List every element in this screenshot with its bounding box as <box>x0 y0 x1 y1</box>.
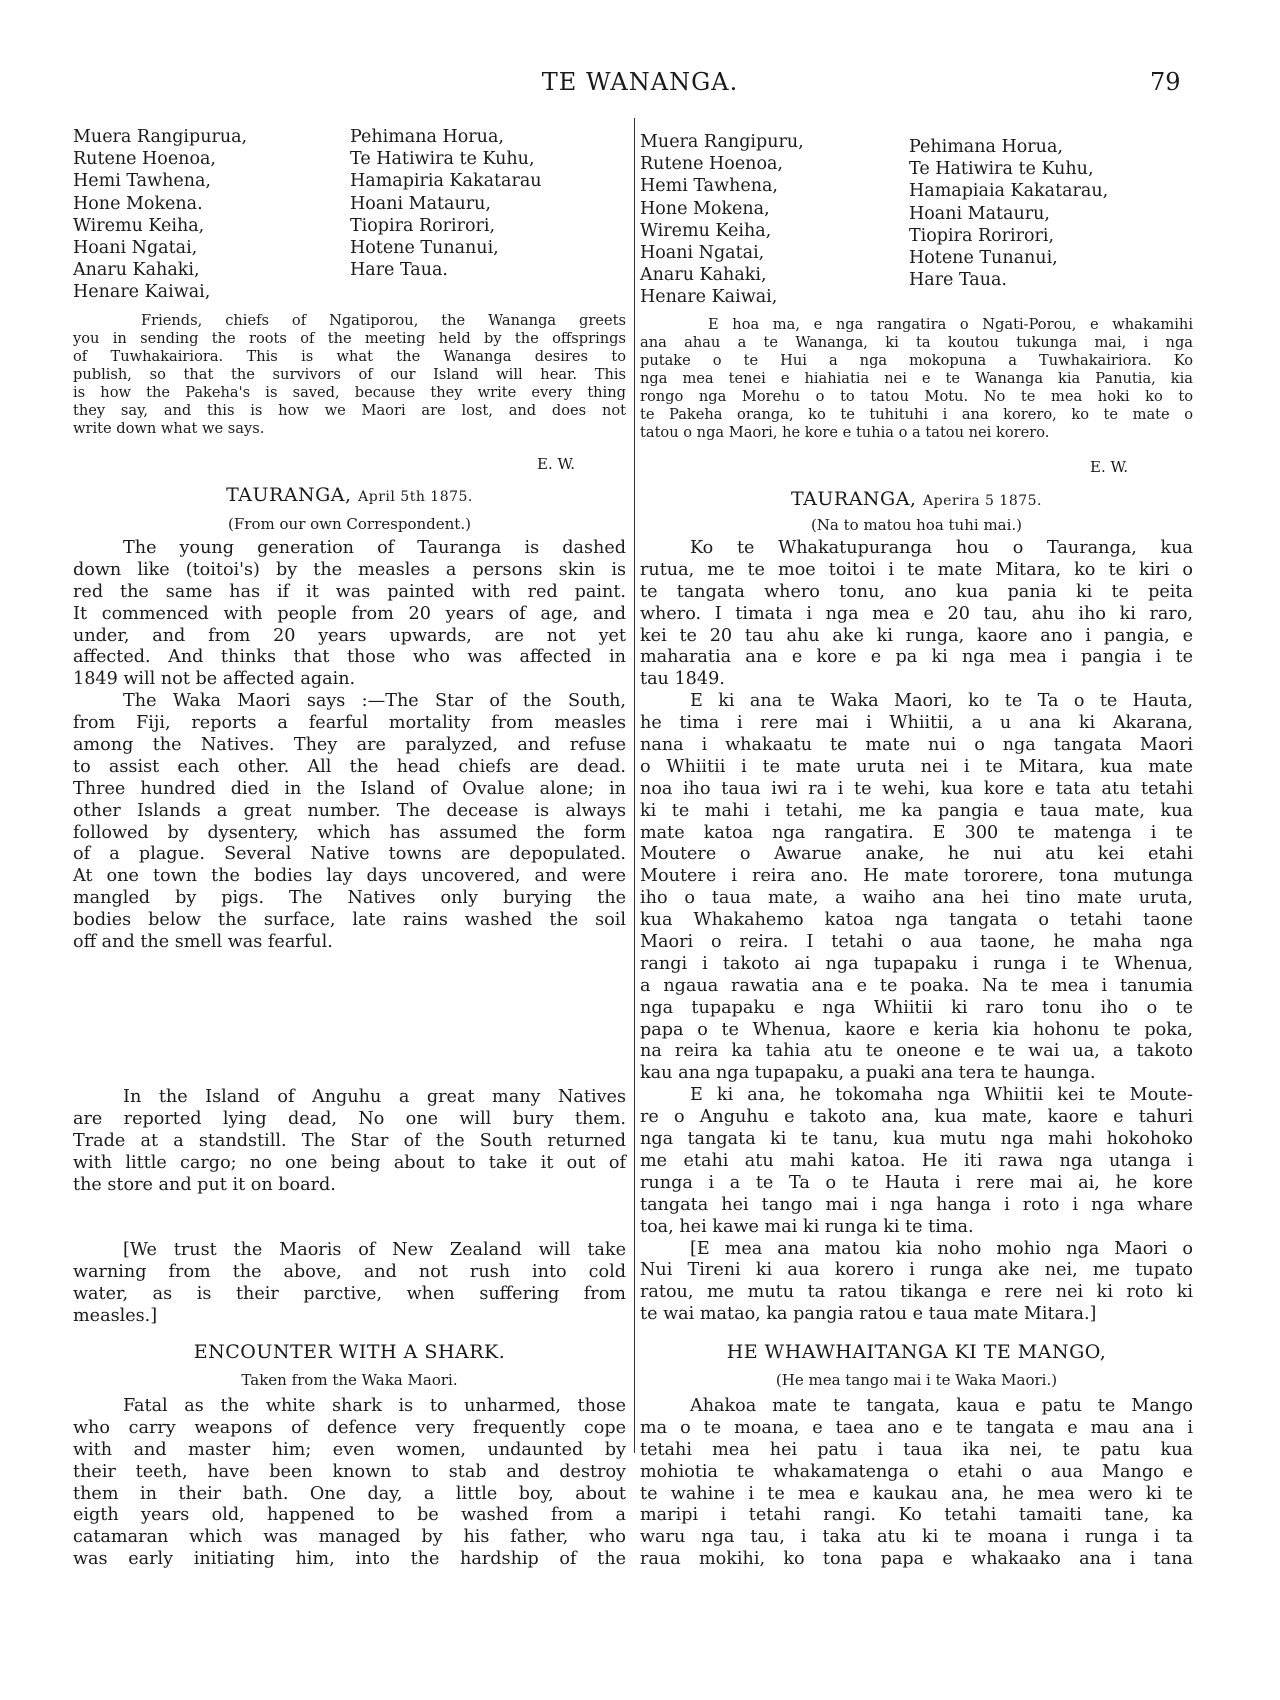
maori-shark-body <box>640 1396 1193 1571</box>
english-anguhu <box>73 1087 626 1196</box>
text-line: na reira ka tahia atu te oneone e te wai ua, a takoto <box>640 1041 1193 1062</box>
text-line: iho o taua mate, a waiho ana hei tino mate uruta, <box>640 888 1193 909</box>
paragraph <box>640 316 1193 442</box>
text-line: te wai matao, ka pangia ratou e taua mate Mitara.] <box>640 1304 1097 1325</box>
name-entry: Hotene Tunanui, <box>909 248 1058 269</box>
text-line: noa iho taua iwi ra i te wehi, kua kore e tata atu tetahi <box>640 778 1193 799</box>
paragraph <box>73 1240 626 1328</box>
text-line: kua Whakahemo katoa nga tangata o tetahi taone <box>640 910 1193 931</box>
text-line: te Pakeha oranga, ko te tuhituhi i ana korero, ko te mate o <box>640 406 1193 423</box>
name-entry: Hotene Tunanui, <box>350 238 499 259</box>
text-line: Ahakoa mate te tangata, kaua e patu te Mango <box>690 1396 1193 1416</box>
heading-place: TAURANGA, <box>791 488 917 510</box>
text-line: their teeth, have been known to stab and destroy <box>73 1461 626 1482</box>
text-line: mangled by pigs. The Natives only burying the <box>73 888 626 909</box>
text-line: tatou o nga Maori, he kore e tuhia o a tatou nei korero. <box>640 424 1050 441</box>
text-line: of a plague. Several Native towns are depopulated. <box>73 844 626 865</box>
maori-tauranga-heading <box>640 488 1193 510</box>
text-line: Nui Tireni ki aua korero i runga ake nei, me tupato <box>640 1260 1193 1281</box>
name-entry: Anaru Kahaki, <box>640 265 767 286</box>
text-line: E ki ana te Waka Maori, ko te Ta o te Hauta, <box>690 691 1193 712</box>
text-line: a ngaua rawatia ana e te poaka. Na te mea i tanumia <box>640 975 1193 996</box>
paragraph <box>73 312 626 438</box>
text-line: rangi i takoto ai nga tupapaku i runga i te Whenua, <box>640 953 1193 974</box>
text-line: tangata hei tango mai i nga hanga i roto i nga whare <box>640 1194 1193 1215</box>
text-line: other Islands a great number. The decease is always <box>73 800 626 821</box>
text-line: 1849 will not be affected again. <box>73 669 356 690</box>
name-entry: Pehimana Horua, <box>909 137 1063 157</box>
text-line: followed by dysentery, which has assumed the form <box>73 822 626 843</box>
text-line: runga i a te Ta o te Hauta i rere mai ai, he kore <box>640 1172 1193 1193</box>
text-line: te wahine i te mea e kaukau ana, he mea wero ki te <box>640 1483 1193 1504</box>
text-line: ma o te moana, e taea ano e te tangata e mau ana i <box>640 1417 1193 1438</box>
text-line: rongo nga Morehu o to tatou Motu. No te mea hoki ko to <box>640 388 1193 405</box>
text-line: waru nga tau, i taka atu ki te moana i runga i ta <box>640 1527 1193 1548</box>
english-intro <box>73 312 626 438</box>
text-line: of Tuwhakairiora. This is what the Wananga desires to <box>73 348 626 365</box>
text-line: is how the Pakeha's is saved, because they write every thing <box>73 384 626 401</box>
heading-date: Aperira 5 1875. <box>923 493 1042 509</box>
text-line: measles.] <box>73 1305 158 1326</box>
paragraph <box>640 538 1193 691</box>
maori-names-col2 <box>909 136 1108 291</box>
text-line: maharatia ana e kore e pa ki nga mea i pangia i te <box>640 647 1193 668</box>
text-line: In the Island of Anguhu a great many Natives <box>123 1087 626 1107</box>
paragraph <box>640 1396 1193 1571</box>
name-entry: Anaru Kahaki, <box>73 260 200 281</box>
paragraph <box>640 1085 1193 1238</box>
name-entry: Hemi Tawhena, <box>640 176 778 197</box>
text-line: The Waka Maori says :—The Star of the South, <box>123 691 626 712</box>
text-line: from Fiji, reports a fearful mortality from measles <box>73 713 626 734</box>
text-line: Friends, chiefs of Ngatiporou, the Wananga greets <box>141 312 626 329</box>
english-tauranga-sub: (From our own Correspondent.) <box>228 515 471 533</box>
name-entry: Henare Kaiwai, <box>640 287 778 308</box>
text-line: who carry weapons of defence very frequently cope <box>73 1417 626 1438</box>
text-line: was early initiating him, into the hardship of the <box>73 1549 626 1570</box>
english-shark-sub: Taken from the Waka Maori. <box>241 1371 458 1389</box>
text-line: toa, hei kawe mai ki runga ki te tima. <box>640 1216 974 1237</box>
text-line: tau 1849. <box>640 669 725 690</box>
english-tauranga-heading <box>73 484 626 506</box>
text-line: [E mea ana matou kia noho mohio nga Maori o <box>690 1238 1193 1259</box>
name-entry: Muera Rangipuru, <box>640 132 804 152</box>
text-line: E ki ana, he tokomaha nga Whiitii kei te Moute- <box>690 1085 1193 1106</box>
text-line: Fatal as the white shark is to unharmed, those <box>123 1396 626 1416</box>
text-line: kau ana nga tupapaku, a puaki ana tera te haunga. <box>640 1063 1096 1084</box>
text-line: Moutere o Awarue anake, he nui atu kei etahi <box>640 844 1193 865</box>
text-line: write down what we says. <box>73 420 265 437</box>
text-line: publish, so that the survivors of our Island will hear. This <box>73 366 626 383</box>
english-shark-body <box>73 1396 626 1571</box>
paragraph <box>640 691 1193 1085</box>
name-entry: Rutene Hoenoa, <box>73 149 216 170</box>
name-entry: Te Hatiwira te Kuhu, <box>350 149 535 170</box>
text-line: tetahi mea hei patu i taua ika nei, te patu kua <box>640 1439 1193 1460</box>
text-line: whero. I timata i nga mea e 20 tau, ahu iho ki raro, <box>640 603 1193 624</box>
text-line: are reported lying dead, No one will bury them. <box>73 1108 626 1129</box>
text-line: ratou, me mutu ta ratou tikanga e rere nei ki roto ki <box>640 1282 1193 1303</box>
text-line: them in their bath. One day, a little boy, about <box>73 1483 626 1504</box>
name-entry: Te Hatiwira te Kuhu, <box>909 159 1094 180</box>
text-line: o Whiitii i te mate uruta nei i te Mitara, kua mate <box>640 756 1193 777</box>
name-entry: Hoani Matauru, <box>909 203 1050 224</box>
text-line: At one town the bodies lay days uncovered, and were <box>73 866 626 887</box>
text-line: ana ahau a te Wananga, ki ta koutou tukunga mai, i nga <box>640 334 1193 351</box>
name-entry: Hone Mokena. <box>73 193 203 214</box>
text-line: Ko te Whakatupuranga hou o Tauranga, kua <box>690 538 1193 558</box>
text-line: The young generation of Tauranga is dashed <box>123 538 626 558</box>
name-entry: Wiremu Keiha, <box>640 220 772 241</box>
text-line: raua mokihi, ko tona papa e whakaako ana i tana <box>640 1549 1193 1570</box>
text-line: eigth years old, happened to be washed from a <box>73 1505 626 1526</box>
text-line: with little cargo; no one being about to take it out of <box>73 1152 626 1173</box>
page-title: TE WANANGA. <box>541 68 739 96</box>
name-entry: Hone Mokena, <box>640 198 770 219</box>
name-entry: Tiopira Rorirori, <box>350 215 496 236</box>
text-line: It commenced with people from 20 years of age, and <box>73 603 626 624</box>
text-line: putake o te Hui a nga mokopuna a Tuwhakairiora. Ko <box>640 352 1193 369</box>
text-line: under, and from 20 years upwards, are not yet <box>73 625 626 646</box>
text-line: papa o te Whenua, kaore e keria kia hohonu te poka, <box>640 1019 1193 1040</box>
text-line: nana i whakaatu te mate nui o nga tangata Maori <box>640 735 1193 756</box>
maori-shark-sub: (He mea tango mai i te Waka Maori.) <box>775 1371 1058 1389</box>
name-entry: Rutene Hoenoa, <box>640 154 783 175</box>
maori-signature: E. W. <box>1090 458 1129 476</box>
english-names-col2 <box>350 126 542 281</box>
text-line: warning from the above, and not rush into cold <box>73 1261 626 1282</box>
text-line: bodies below the surface, late rains washed the soil <box>73 910 626 931</box>
text-line: you in sending the roots of the meeting held by the offsprings <box>73 330 626 347</box>
maori-intro <box>640 316 1193 442</box>
text-line: to assist each other. All the head chiefs are dead. <box>73 756 626 777</box>
text-line: re o Anguhu e takoto ana, kua mate, kaore e tahuri <box>640 1107 1193 1128</box>
name-entry: Hare Taua. <box>909 270 1007 291</box>
text-line: Moutere i reira ano. He mate tororere, tona mutunga <box>640 866 1193 887</box>
english-note <box>73 1240 626 1328</box>
text-line: among the Natives. They are paralyzed, and refuse <box>73 735 626 756</box>
text-line: maripi i tetahi rangi. Ko tetahi tamaiti tane, ka <box>640 1505 1193 1526</box>
text-line: mate katoa nga rangatira. E 300 te matenga i te <box>640 822 1193 843</box>
maori-tauranga-sub: (Na to matou hoa tuhi mai.) <box>810 516 1023 534</box>
text-line: Maori o reira. I tetahi o aua taone, he maha nga <box>640 932 1193 953</box>
english-tauranga-body <box>73 538 626 954</box>
name-entry: Hoani Ngatai, <box>640 243 765 264</box>
name-entry: Hoani Ngatai, <box>73 238 198 259</box>
paragraph <box>73 1396 626 1571</box>
text-line: mohiotia te whakamatenga o etahi o aua Mango e <box>640 1461 1193 1482</box>
text-line: the store and put it on board. <box>73 1174 336 1195</box>
text-line: rutua, me te moe toitoi i te mate Mitara, ko te kiri o <box>640 559 1193 580</box>
name-entry: Muera Rangipurua, <box>73 127 248 147</box>
text-line: nga tangata ki te tanu, kua mutu nga mahi hokohoko <box>640 1129 1193 1150</box>
name-entry: Wiremu Keiha, <box>73 215 205 236</box>
english-shark-heading: ENCOUNTER WITH A SHARK. <box>193 1341 506 1363</box>
name-entry: Hemi Tawhena, <box>73 171 211 192</box>
heading-date: April 5th 1875. <box>358 489 473 505</box>
name-entry: Pehimana Horua, <box>350 127 504 147</box>
paragraph <box>73 538 626 691</box>
paragraph <box>73 1087 626 1196</box>
text-line: affected. And thinks that those who was affected in <box>73 647 626 668</box>
text-line: they say, and this is how we Maori are lost, and does not <box>73 402 626 419</box>
column-rule <box>634 118 635 1453</box>
name-entry: Hamapiaia Kakatarau, <box>909 181 1109 202</box>
name-entry: Tiopira Rorirori, <box>909 225 1055 246</box>
maori-names-col1 <box>640 131 804 309</box>
text-line: down like (toitoi's) by the measles a persons skin is <box>73 559 626 580</box>
english-names-col1 <box>73 126 247 304</box>
text-line: he tima i rere mai i Whiitii, a u ana ki Akarana, <box>640 713 1193 734</box>
text-line: with and master him; even women, undaunted by <box>73 1439 626 1460</box>
text-line: ki te mahi i tetahi, me ka pangia e taua mate, kua <box>640 800 1193 821</box>
name-entry: Hare Taua. <box>350 260 448 281</box>
paragraph <box>73 691 626 954</box>
text-line: red the same has if it was painted with red paint. <box>73 581 626 602</box>
heading-place: TAURANGA, <box>226 484 352 506</box>
text-line: nga mea tenei e hiahiatia nei e te Wananga kia Panutia, kia <box>640 370 1193 387</box>
page-number: 79 <box>1150 68 1181 96</box>
english-signature: E. W. <box>537 455 576 473</box>
maori-shark-heading: HE WHAWHAITANGA KI TE MANGO, <box>726 1341 1107 1363</box>
text-line: [We trust the Maoris of New Zealand will take <box>123 1240 626 1260</box>
text-line: off and the smell was fearful. <box>73 932 333 953</box>
name-entry: Hamapiria Kakatarau <box>350 171 542 192</box>
text-line: Three hundred died in the Island of Ovalue alone; in <box>73 778 626 799</box>
paragraph <box>640 1239 1193 1327</box>
text-line: te tangata whero tonu, ano kua pania ki te peita <box>640 581 1193 602</box>
name-entry: Henare Kaiwai, <box>73 282 211 303</box>
text-line: E hoa ma, e nga rangatira o Ngati-Porou, e whakamihi <box>708 316 1193 333</box>
text-line: Trade at a standstill. The Star of the South returned <box>73 1130 626 1151</box>
text-line: water, as is their parctive, when suffering from <box>73 1283 626 1304</box>
text-line: catamaran which was managed by his father, who <box>73 1527 626 1548</box>
name-entry: Hoani Matauru, <box>350 193 491 214</box>
maori-tauranga-body <box>640 538 1193 1326</box>
text-line: me etahi atu mahi katoa. He iti rawa nga utanga i <box>640 1150 1193 1171</box>
text-line: nga tupapaku e nga Whiitii ki raro tonu iho o te <box>640 997 1193 1018</box>
text-line: kei te 20 tau ahu ake ki runga, kaore ano i pangia, e <box>640 625 1193 646</box>
